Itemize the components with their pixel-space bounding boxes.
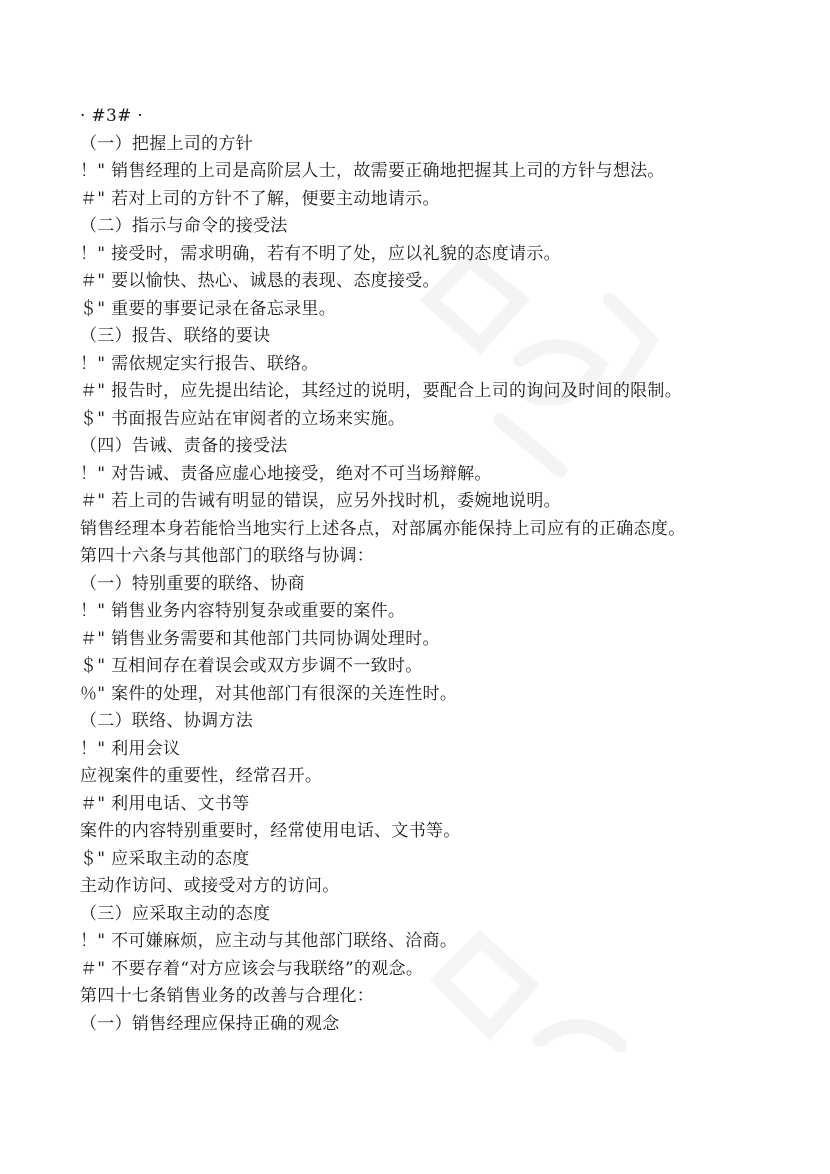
section-heading: （一）销售经理应保持正确的观念 bbox=[80, 1013, 340, 1034]
list-item: ！" 利用会议 bbox=[80, 738, 181, 759]
list-item: ＄" 互相间存在着误会或双方步调不一致时。 bbox=[80, 656, 423, 676]
article-heading: 第四十七条销售业务的改善与合理化： bbox=[80, 986, 375, 1006]
list-item: ＃" 若上司的告诫有明显的错误，应另外找时机，委婉地说明。 bbox=[80, 491, 561, 511]
paragraph: 销售经理本身若能恰当地实行上述各点，对部属亦能保持上司应有的正确态度。 bbox=[80, 518, 686, 539]
list-item: ！" 需依规定实行报告、联络。 bbox=[80, 353, 319, 374]
list-item: ＄" 应采取主动的态度 bbox=[80, 848, 250, 869]
list-item: ＃" 若对上司的方针不了解，便要主动地请示。 bbox=[80, 188, 440, 209]
document-text bbox=[80, 103, 800, 1038]
paragraph: 应视案件的重要性，经常召开。 bbox=[80, 766, 323, 786]
list-item: ！" 销售经理的上司是高阶层人士，故需要正确地把握其上司的方针与想法。 bbox=[80, 161, 665, 181]
section-heading: （一）特别重要的联络、协商 bbox=[80, 573, 305, 594]
list-item: ！" 销售业务内容特别复杂或重要的案件。 bbox=[80, 601, 406, 621]
section-heading: （二）联络、协调方法 bbox=[80, 711, 253, 731]
list-item: ＄" 书面报告应站在审阅者的立场来实施。 bbox=[80, 408, 406, 429]
paragraph: 案件的内容特别重要时，经常使用电话、文书等。 bbox=[80, 821, 461, 841]
list-item: ＃" 要以愉快、热心、诚恳的表现、态度接受。 bbox=[80, 271, 440, 291]
list-item: ！" 不可嫌麻烦，应主动与其他部门联络、洽商。 bbox=[80, 931, 458, 951]
list-item: ＃" 报告时，应先提出结论，其经过的说明，要配合上司的询问及时间的限制。 bbox=[80, 381, 683, 401]
section-heading: （三）报告、联络的要诀 bbox=[80, 326, 271, 346]
article-heading: 第四十六条与其他部门的联络与协调： bbox=[80, 546, 375, 566]
section-heading: （二）指示与命令的接受法 bbox=[80, 216, 288, 236]
list-item: ＄" 重要的事要记录在备忘录里。 bbox=[80, 298, 337, 319]
list-item: ＃" 不要存着“对方应该会与我联络”的观念。 bbox=[80, 958, 424, 979]
list-item: ＃" 利用电话、文书等 bbox=[80, 793, 250, 814]
list-item: ＃" 销售业务需要和其他部门共同协调处理时。 bbox=[80, 628, 440, 649]
list-item: ！" 对告诫、责备应虚心地接受，绝对不可当场辩解。 bbox=[80, 463, 492, 484]
paragraph: 主动作访问、或接受对方的访问。 bbox=[80, 876, 340, 896]
list-item: ！" 接受时，需求明确，若有不明了处，应以礼貌的态度请示。 bbox=[80, 243, 561, 264]
list-item: ％" 案件的处理，对其他部门有很深的关连性时。 bbox=[80, 683, 458, 704]
header-mark: · #3# · bbox=[80, 106, 144, 126]
section-heading: （一）把握上司的方针 bbox=[80, 133, 253, 154]
section-heading: （三）应采取主动的态度 bbox=[80, 903, 271, 924]
section-heading: （四）告诫、责备的接受法 bbox=[80, 436, 288, 456]
